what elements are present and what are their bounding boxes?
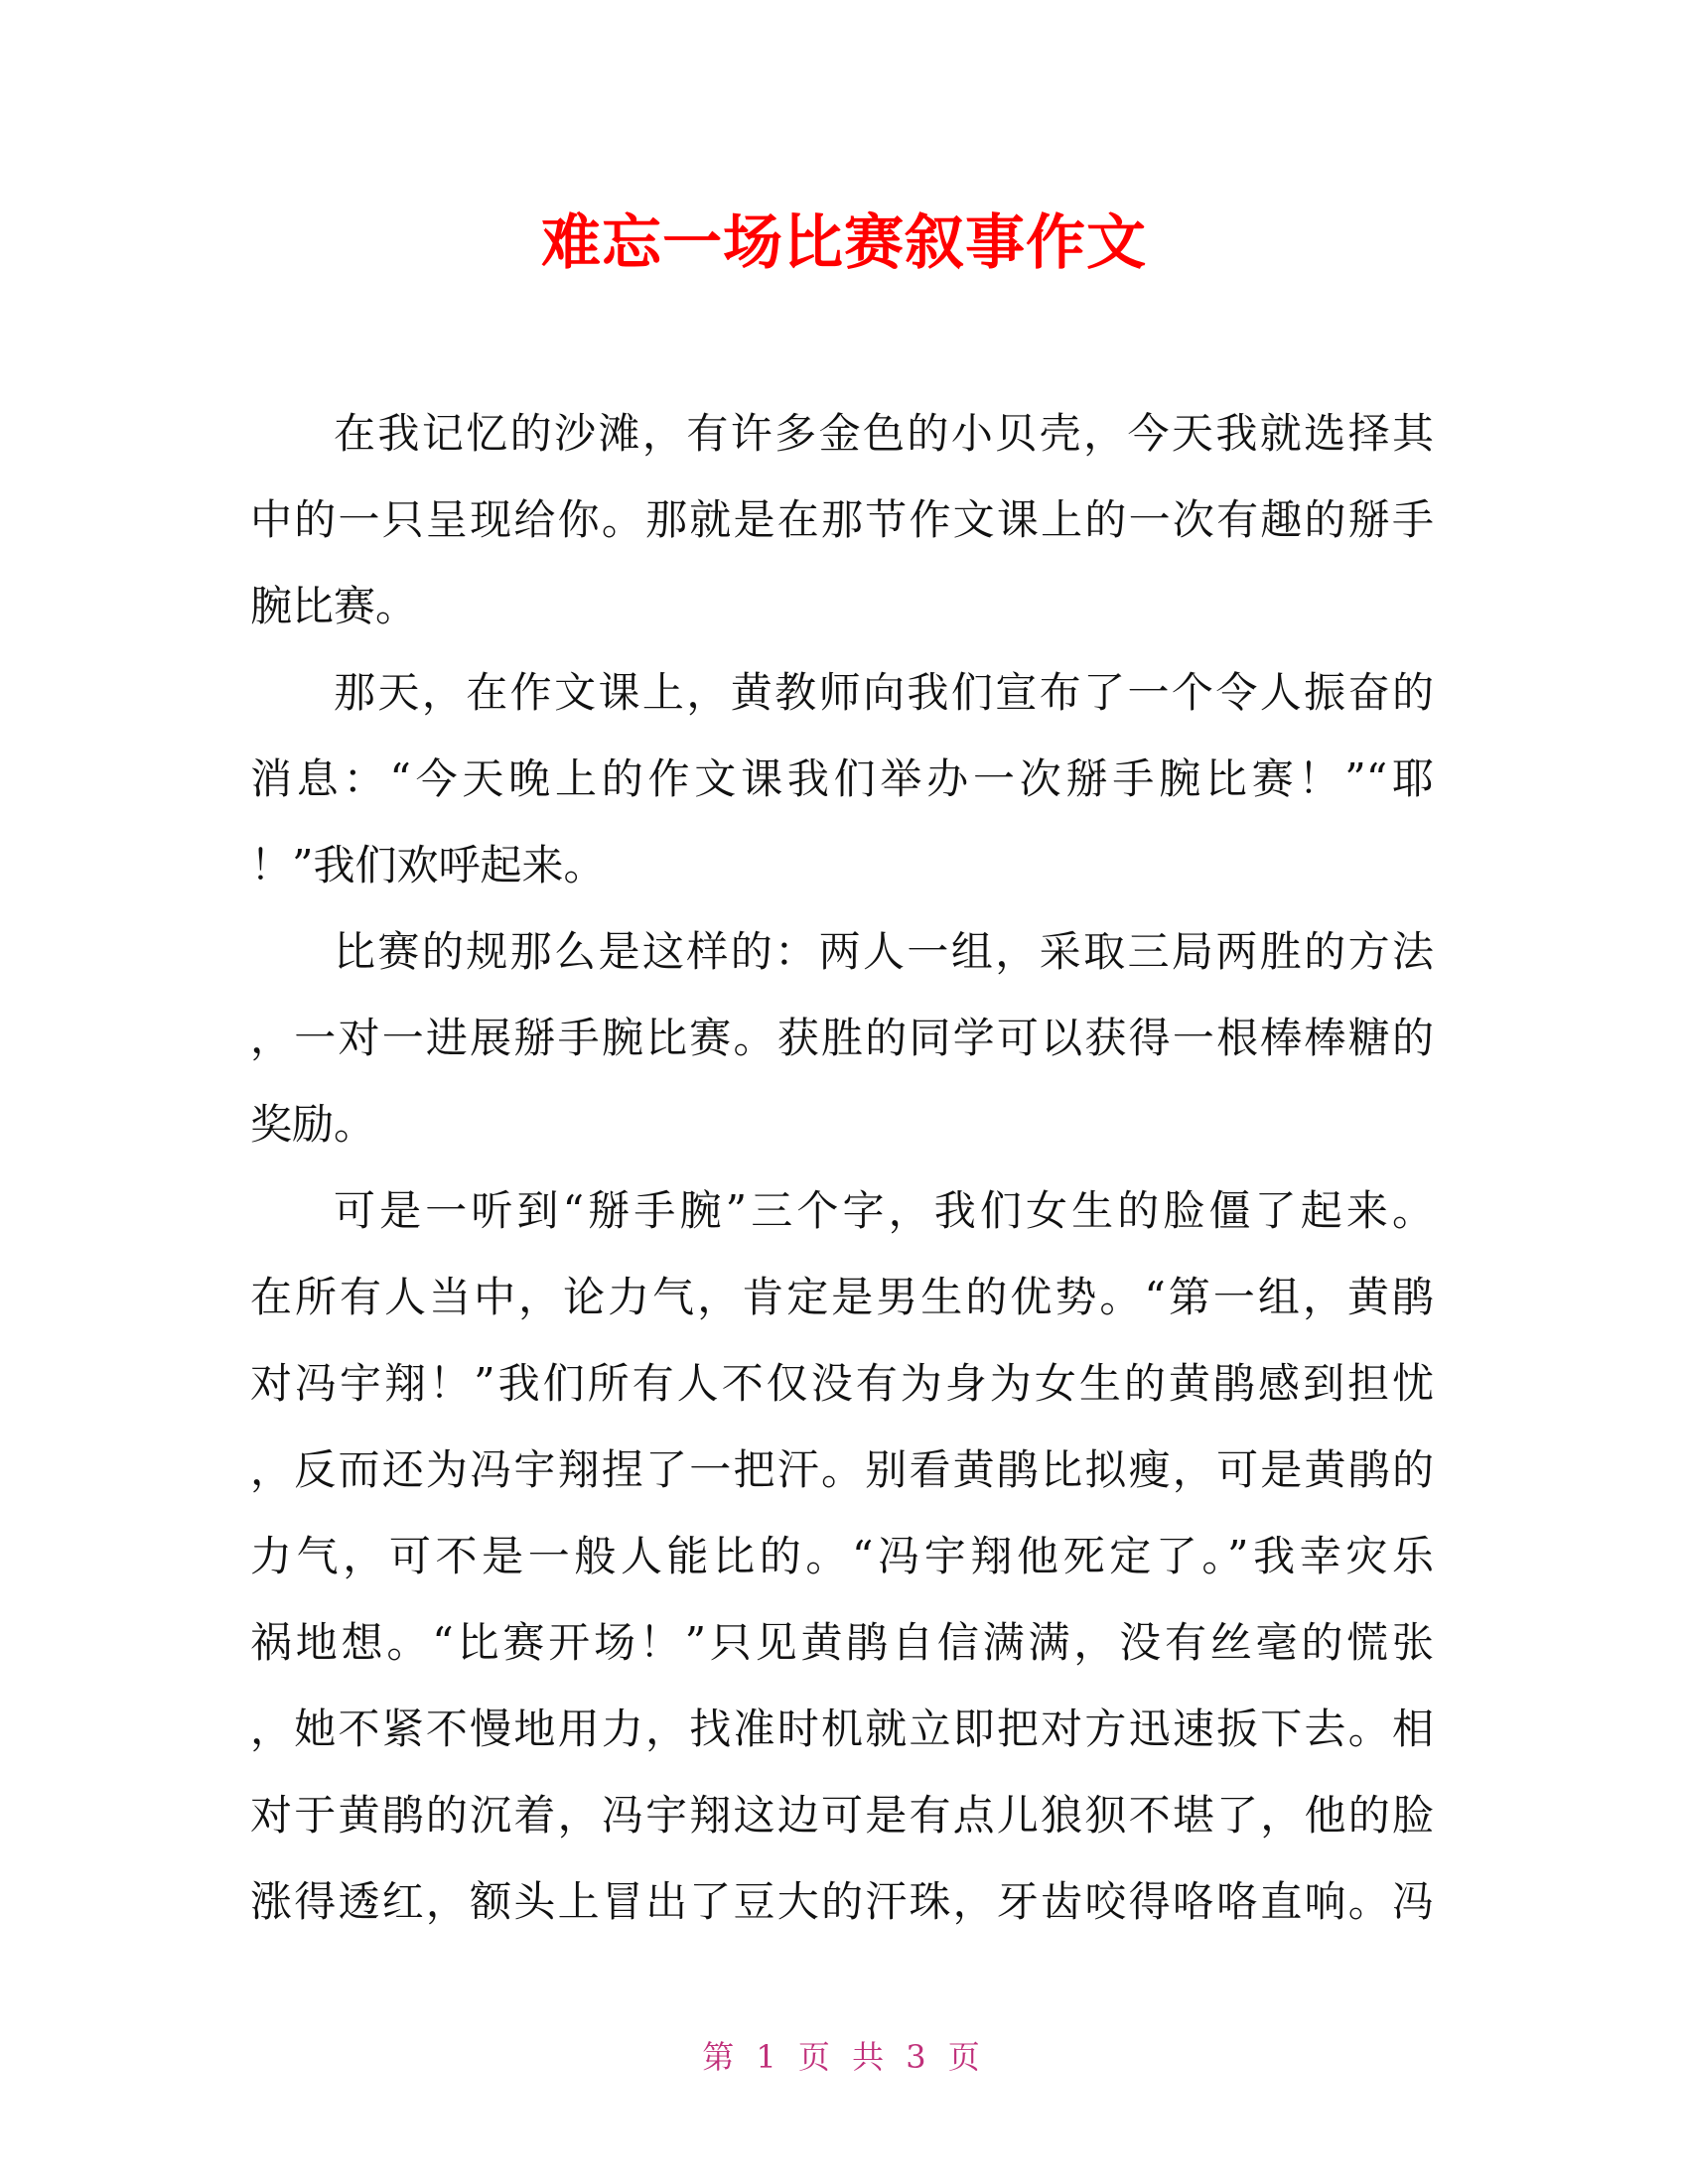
- text-line: 在我记忆的沙滩，有许多金色的小贝壳，今天我就选择其: [334, 409, 1434, 458]
- text-line: ！”我们欢呼起来。: [250, 841, 606, 889]
- text-line: 奖励。: [250, 1100, 376, 1149]
- document-title: 难忘一场比赛叙事作文: [541, 208, 1147, 278]
- text-line: 那天，在作文课上，黄教师向我们宣布了一个令人振奋的: [334, 668, 1434, 717]
- text-line: 腕比赛。: [250, 582, 418, 630]
- text-line: 消息：“今天晚上的作文课我们举办一次掰手腕比赛！”“耶: [250, 754, 1434, 803]
- text-line: 中的一只呈现给你。那就是在那节作文课上的一次有趣的掰手: [250, 495, 1434, 544]
- text-line: 力气，可不是一般人能比的。“冯宇翔他死定了。”我幸灾乐: [250, 1532, 1434, 1580]
- text-line: 涨得透红，额头上冒出了豆大的汗珠，牙齿咬得咯咯直响。冯: [250, 1877, 1434, 1926]
- text-line: 对冯宇翔！”我们所有人不仅没有为身为女生的黄鹃感到担忧: [250, 1359, 1434, 1408]
- text-line: 比赛的规那么是这样的：两人一组，采取三局两胜的方法: [334, 927, 1434, 976]
- text-line: 可是一听到“掰手腕”三个字，我们女生的脸僵了起来。: [334, 1186, 1434, 1235]
- document-body: [250, 390, 1434, 1945]
- text-line: ，她不紧不慢地用力，找准时机就立即把对方迅速扳下去。相: [250, 1705, 1434, 1753]
- text-line: ，一对一进展掰手腕比赛。获胜的同学可以获得一根棒棒糖的: [250, 1014, 1434, 1062]
- page-footer: 第 1 页 共 3 页: [702, 2038, 986, 2076]
- text-line: 在所有人当中，论力气，肯定是男生的优势。“第一组，黄鹃: [250, 1273, 1434, 1321]
- text-line: 对于黄鹃的沉着，冯宇翔这边可是有点儿狼狈不堪了，他的脸: [250, 1791, 1434, 1840]
- text-line: ，反而还为冯宇翔捏了一把汗。别看黄鹃比拟瘦，可是黄鹃的: [250, 1445, 1434, 1494]
- text-line: 祸地想。“比赛开场！”只见黄鹃自信满满，没有丝毫的慌张: [250, 1618, 1434, 1667]
